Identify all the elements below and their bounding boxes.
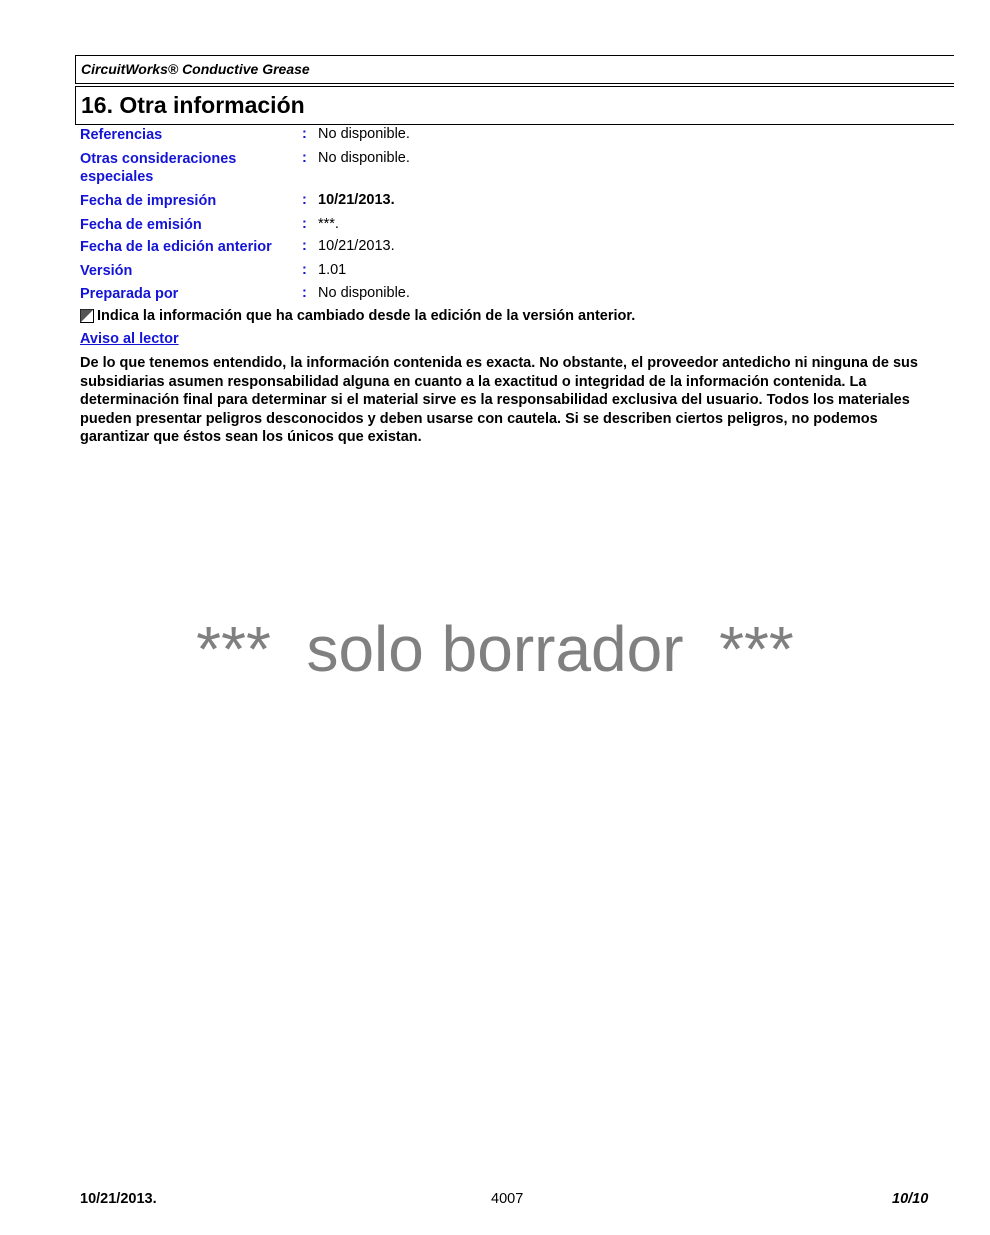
section-header [75,86,954,125]
notice-to-reader-link[interactable]: Aviso al lector [80,331,179,347]
section-title: 16. Otra información [81,92,305,118]
field-value: No disponible. [318,285,410,301]
field-separator: : [302,150,307,166]
field-value: No disponible. [318,150,410,166]
field-value: 10/21/2013. [318,192,395,208]
field-label: Fecha de impresión [80,193,217,209]
field-separator: : [302,262,307,278]
footer-date: 10/21/2013. [80,1191,157,1207]
disclaimer-text: De lo que tenemos entendido, la información contenida es exacta. No obstante, el proveedor antedicho ni ninguna de sus subsidiarias asumen responsabilidad alguna en cuanto a la exactitud o integridad de la información contenida. La determinación final para determinar si el material sirve es la responsabilidad exclusiva del usuario. Todos los materiales pueden presentar peligros desconocidos y deben usarse con cautela. Si se describen ciertos peligros, no podemos garantizar que éstos sean los únicos que existan. [80,355,918,446]
field-label: Fecha de emisión [80,217,202,233]
field-separator: : [302,126,307,142]
field-separator: : [302,238,307,254]
field-label: Versión [80,263,133,279]
field-value: 1.01 [318,262,347,278]
field-label: Otras consideraciones especiales [80,151,237,185]
field-value: No disponible. [318,126,410,142]
change-marker-icon [80,309,94,323]
footer-code: 4007 [491,1191,524,1207]
field-separator: : [302,285,307,301]
field-label: Fecha de la edición anterior [80,239,272,255]
field-label: Preparada por [80,286,179,302]
field-value: ***. [318,216,339,232]
draft-watermark: *** solo borrador *** [196,613,794,685]
field-label: Referencias [80,127,163,143]
change-note-text: Indica la información que ha cambiado desde la edición de la versión anterior. [97,308,636,324]
change-note [80,308,635,324]
field-separator: : [302,192,307,208]
product-header [75,55,954,84]
product-name: CircuitWorks® Conductive Grease [81,61,310,77]
footer-page-number: 10/10 [892,1191,929,1207]
field-value: 10/21/2013. [318,238,395,254]
field-separator: : [302,216,307,232]
